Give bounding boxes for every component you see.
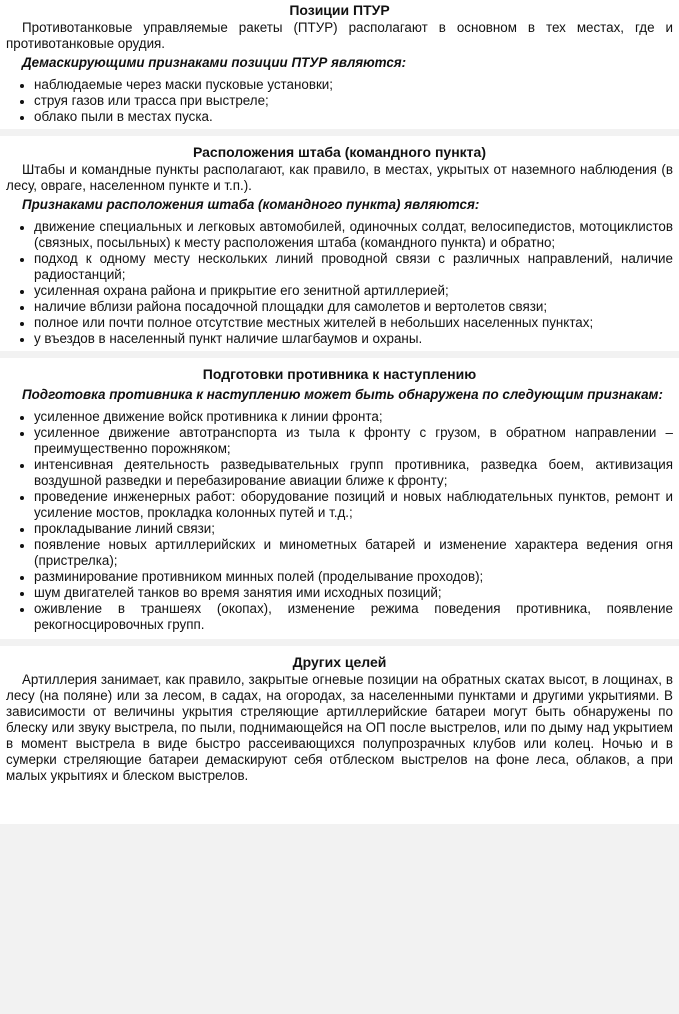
list-item: • полное или почти полное отсутствие местных жителей в небольших населенных пунктах; — [34, 315, 673, 331]
list-item: • оживление в траншеях (окопах), изменение режима поведения противника, появление рекогносцировочных групп. — [34, 601, 673, 633]
section-divider — [0, 129, 679, 136]
section-title: Других целей — [292, 654, 387, 670]
list-item: • прокладывание линий связи; — [34, 521, 673, 537]
list-item: • подход к одному месту нескольких линий проводной связи с различных направлений, наличие радиостанций; — [34, 251, 673, 283]
section-lead: Демаскирующими признаками позиции ПТУР являются: — [22, 55, 407, 70]
section-hq — [0, 136, 679, 351]
section-title: Позиции ПТУР — [289, 2, 390, 18]
list-item: • облако пыли в местах пуска. — [34, 109, 673, 125]
section-intro: Артиллерия занимает, как правило, закрытые огневые позиции на обратных скатах высот, в лощинах, в лесу (на поляне) или за лесом, в садах, на огородах, за населенными пунктами и другими укрытиями. В зависимости от величины укрытия стреляющие артиллерийские батареи могут быть обнаружены по блеску или звуку выстрела, по пыли, поднимающейся на ОП после выстрелов, или по дыму над укрытием в момент выстрела в виде быстро рассеивающихся полупрозрачных клубов или колец. Ночью и в сумерки стреляющие батареи демаскируют себя отблеском выстрелов на фоне леса, облаков, а при малых укрытиях и блеском выстрелов. — [6, 672, 673, 783]
section-divider — [0, 639, 679, 646]
list-item: • появление новых артиллерийских и минометных батарей и изменение характера ведения огня (пристрелка); — [34, 537, 673, 569]
section-other-targets — [0, 646, 679, 824]
section-lead: Подготовка противника к наступлению может быть обнаружена по следующим признакам: — [22, 387, 663, 402]
bullet-list — [6, 219, 673, 347]
list-item: • движение специальных и легковых автомобилей, одиночных солдат, велосипедистов, мотоциклистов (связных, посыльных) к месту расположения штаба (командного пункта) и обратно; — [34, 219, 673, 251]
section-offensive — [0, 358, 679, 639]
list-item: • усиленное движение войск противника к линии фронта; — [34, 409, 673, 425]
section-title: Расположения штаба (командного пункта) — [192, 144, 486, 160]
section-divider — [0, 351, 679, 358]
list-item: • наблюдаемые через маски пусковые установки; — [34, 77, 673, 93]
section-ptur — [0, 0, 679, 129]
list-item: • усиленная охрана района и прикрытие его зенитной артиллерией; — [34, 283, 673, 299]
list-item: • проведение инженерных работ: оборудование позиций и новых наблюдательных пунктов, ремонт и усиление мостов, прокладка колонных путей и т.д.; — [34, 489, 673, 521]
list-item: • струя газов или трасса при выстреле; — [34, 93, 673, 109]
list-item: • разминирование противником минных полей (проделывание проходов); — [34, 569, 673, 585]
list-item: • наличие вблизи района посадочной площадки для самолетов и вертолетов связи; — [34, 299, 673, 315]
list-item: • у въездов в населенный пункт наличие шлагбаумов и охраны. — [34, 331, 673, 347]
section-lead: Признаками расположения штаба (командного пункта) являются: — [22, 197, 480, 212]
list-item: • интенсивная деятельность разведывательных групп противника, разведка боем, активизация воздушной разведки и перебазирование авиации ближе к фронту; — [34, 457, 673, 489]
bullet-list — [6, 77, 673, 125]
list-item: • шум двигателей танков во время занятия ими исходных позиций; — [34, 585, 673, 601]
bullet-list — [6, 409, 673, 633]
section-intro: Штабы и командные пункты располагают, как правило, в местах, укрытых от наземного наблюдения (в лесу, овраге, населенном пункте и т.п.). — [6, 162, 673, 193]
list-item: • усиленное движение автотранспорта из тыла к фронту с грузом, в обратном направлении – преимущественно порожняком; — [34, 425, 673, 457]
section-title: Подготовки противника к наступлению — [202, 366, 477, 382]
section-intro: Противотанковые управляемые ракеты (ПТУР) располагают в основном в тех местах, где и противотанковые орудия. — [6, 20, 673, 51]
